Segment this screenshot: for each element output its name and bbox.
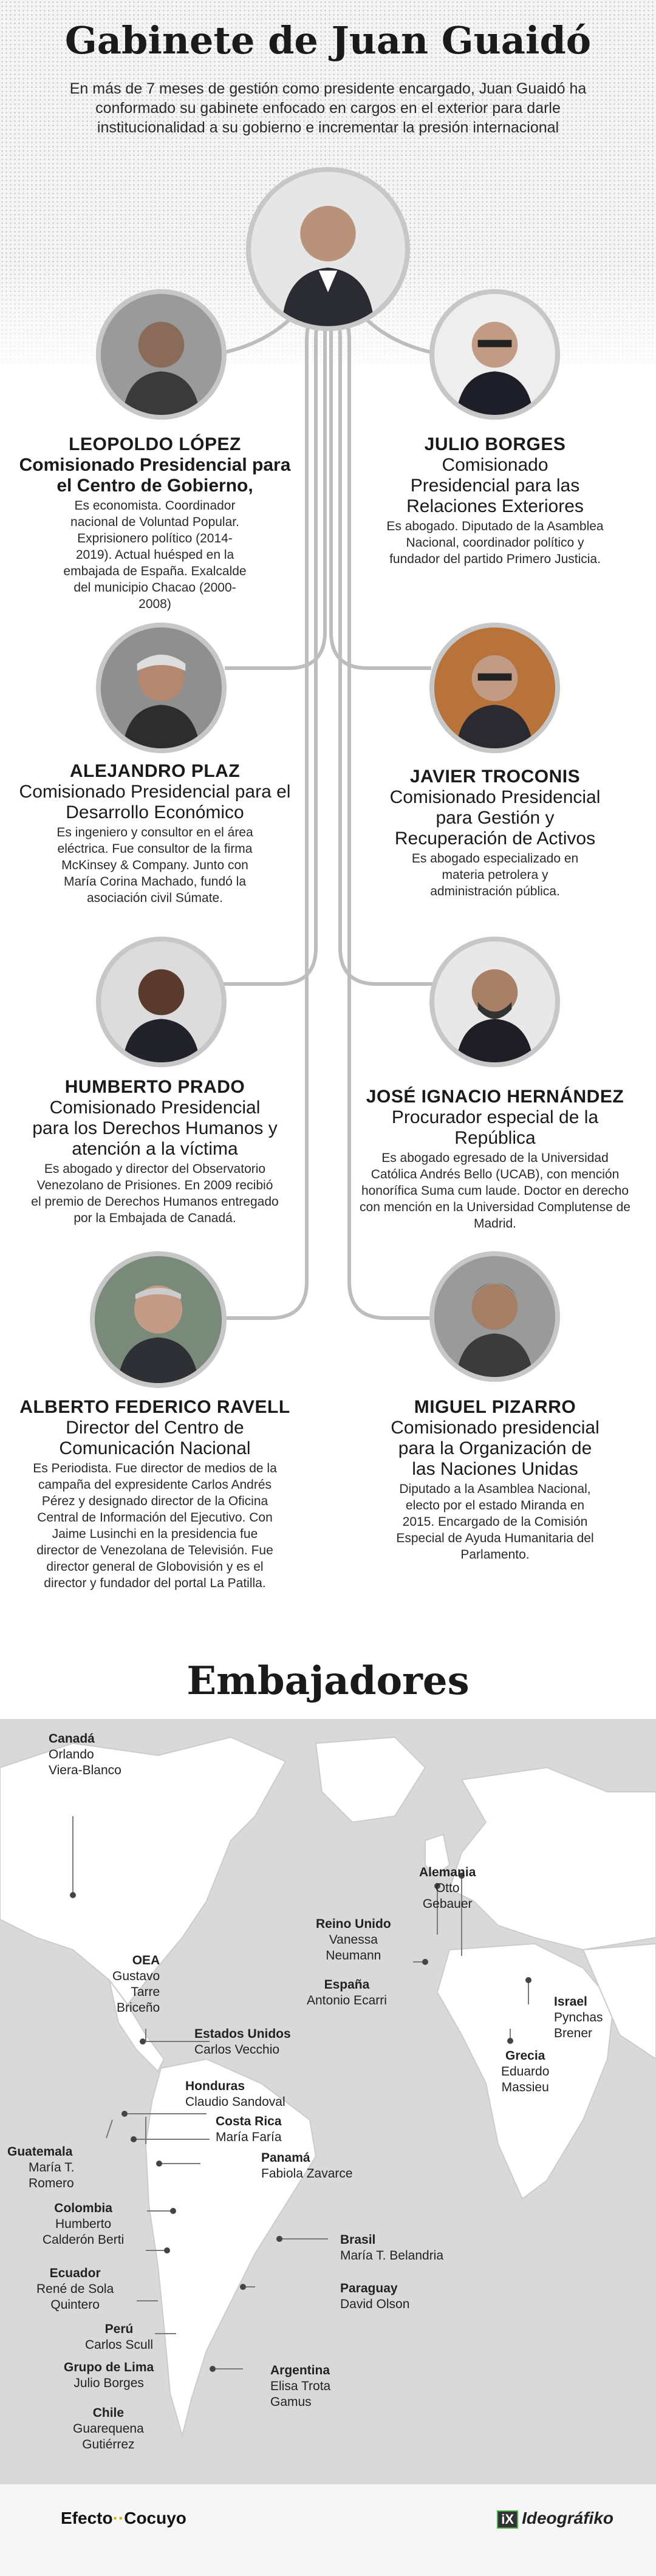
grecia-marker: [507, 2038, 513, 2044]
ambassador-country: Canadá: [49, 1732, 95, 1746]
member-description: Es Periodista. Fue director de medios de la campaña del expresidente Carlos Andrés Pérez y designado director de la Oficina Central de Información del Ejecutivo. Con Jaime Lusinchi en la presidencia fue director de Venezolana de Televisión. Fue director general de Globovisión y es el director y fundador del portal La Patilla.: [33, 1461, 277, 1590]
ambassador-alemania: [419, 1865, 476, 1912]
efecto-cocuyo-logo[interactable]: [61, 2509, 186, 2528]
ambassador-ecuador: [36, 2266, 114, 2313]
ambassador-country: Paraguay: [340, 2281, 398, 2295]
ecuador-marker: [164, 2247, 170, 2253]
member-role: Comisionado Presidencial para el Centro de Gobierno,: [19, 455, 291, 496]
ambassador-country: Alemania: [419, 1865, 476, 1879]
ambassador-oea: [112, 1953, 160, 2016]
colombia-marker: [170, 2208, 176, 2214]
ambassador-country: Grecia: [505, 2049, 545, 2063]
member-description: Es abogado egresado de la Universidad Católica Andrés Bello (UCAB), con mención honorífica Suma cum laude. Doctor en derecho con mención en la Universidad Complutense de Madrid.: [360, 1151, 630, 1231]
ambassador-name: Antonio Ecarri: [307, 1993, 387, 2007]
ambassador-country: Colombia: [54, 2201, 112, 2215]
ambassadors-title: Embajadores: [186, 1658, 470, 1704]
ambassador-name: María Faría: [216, 2130, 282, 2144]
ideografiko-logo[interactable]: [497, 2509, 613, 2529]
footer: [0, 2484, 656, 2576]
ambassador-name: María T. Belandria: [340, 2249, 444, 2263]
portrait-jose-ignacio-hernandez: [429, 937, 560, 1067]
portrait-juan-guaido: [246, 167, 410, 331]
ambassador-colombia: [43, 2201, 124, 2248]
ambassador-country: OEA: [132, 1953, 160, 1967]
ambassador-name: Elisa Trota Gamus: [270, 2379, 331, 2409]
ambassador-espana: [307, 1977, 387, 2009]
ambassador-name: Orlando Viera-Blanco: [49, 1748, 121, 1777]
ideografiko-icon: iX: [497, 2510, 518, 2529]
ambassador-name: Claudio Sandoval: [185, 2095, 285, 2109]
ambassador-name: David Olson: [340, 2297, 410, 2311]
oea-marker: [140, 2038, 146, 2045]
ambassador-name: Pynchas Brener: [554, 2011, 603, 2040]
ambassador-guatemala: [7, 2144, 74, 2192]
member-name: JAVIER TROCONIS: [409, 767, 581, 787]
logo-word-2: Cocuyo: [124, 2509, 186, 2527]
member-description: Es abogado y director del Observatorio Venezolano de Prisiones. En 2009 recibió el premio de Derechos Humanos entregado por la Embajada de Canadá.: [31, 1162, 279, 1225]
member-role: Director del Centro de Comunicación Nacional: [59, 1418, 251, 1458]
honduras-marker: [121, 2111, 128, 2117]
ambassador-name: Fabiola Zavarce: [261, 2167, 353, 2181]
ambassador-reino-unido: [316, 1916, 391, 1964]
ambassador-argentina: [270, 2363, 330, 2410]
world-map: [0, 1719, 656, 2484]
ambassador-chile: [73, 2405, 144, 2453]
member-description: Es economista. Coordinador nacional de Voluntad Popular. Exprisionero político (2014-2019). Actual huésped en la embajada de España. Exalcalde del municipio Chacao (2000-2008): [63, 499, 247, 611]
ambassador-country: Chile: [92, 2406, 125, 2420]
member-name: JOSÉ IGNACIO HERNÁNDEZ: [366, 1087, 624, 1107]
panama-marker: [156, 2161, 162, 2167]
espana-marker: [422, 1959, 428, 1965]
ambassador-grupo-de-lima: [64, 2360, 154, 2391]
ambassador-name: Carlos Scull: [85, 2338, 154, 2352]
cabinet-member-alberto-federico-ravell: [18, 1397, 292, 1591]
logo-word-1: Efecto: [61, 2509, 113, 2527]
portrait-leopoldo-lopez: [96, 289, 227, 420]
member-role: Procurador especial de la República: [391, 1107, 599, 1148]
member-role: Comisionado Presidencial para las Relaciones Exteriores: [406, 455, 584, 516]
portrait-julio-borges: [429, 289, 560, 420]
ambassador-country: Perú: [104, 2322, 134, 2336]
israel-marker: [525, 1977, 531, 1983]
portrait-miguel-pizarro: [429, 1251, 560, 1382]
ambassador-name: Carlos Vecchio: [194, 2043, 280, 2057]
ambassador-peru: [85, 2321, 153, 2353]
member-name: ALEJANDRO PLAZ: [69, 761, 241, 781]
ambassador-name: Vanessa Neumann: [326, 1933, 381, 1963]
portrait-humberto-prado: [96, 937, 227, 1067]
ambassador-name: René de Sola Quintero: [36, 2282, 114, 2312]
portrait-alejandro-plaz: [96, 623, 227, 753]
ambassador-country: Guatemala: [7, 2145, 73, 2159]
member-description: Es abogado. Diputado de la Asamblea Nacional, coordinador político y fundador del partido Primero Justicia.: [386, 519, 604, 566]
member-description: Es ingeniero y consultor en el área eléctrica. Fue consultor de la firma McKinsey & Company. Junto con María Corina Machado, fundó la asociación civil Súmate.: [56, 825, 253, 905]
argentina-marker: [210, 2366, 216, 2372]
portrait-alberto-federico-ravell: [90, 1251, 227, 1388]
ambassador-name: Humberto Calderón Berti: [43, 2217, 125, 2247]
ambassador-canada: [49, 1731, 121, 1778]
member-role: Comisionado presidencial para la Organización de las Naciones Unidas: [391, 1418, 600, 1479]
page-title: Gabinete de Juan Guaidó: [64, 18, 592, 63]
ambassador-country: Ecuador: [49, 2266, 101, 2280]
costa-rica-marker: [131, 2136, 137, 2142]
ambassador-country: España: [324, 1978, 370, 1992]
ambassador-country: Estados Unidos: [194, 2027, 291, 2041]
ambassador-costa-rica: [216, 2114, 282, 2145]
ambassador-brasil: [340, 2232, 443, 2264]
member-role: Comisionado Presidencial para Gestión y Recuperación de Activos: [389, 787, 601, 849]
ambassador-name: María T. Romero: [29, 2161, 75, 2190]
ambassador-country: Panamá: [261, 2151, 310, 2165]
cabinet-member-humberto-prado: [18, 1077, 292, 1226]
paraguay-marker: [240, 2284, 246, 2290]
ambassador-name: Gustavo Tarre Briceño: [112, 1969, 160, 2015]
ambassador-country: Grupo de Lima: [64, 2360, 154, 2374]
ambassador-name: Guarequena Gutiérrez: [73, 2422, 144, 2451]
person-silhouette-icon: [251, 172, 405, 326]
member-description: Diputado a la Asamblea Nacional, electo por el estado Miranda en 2015. Encargado de la Comisión Especial de Ayuda Humanitaria del Parlamento.: [396, 1482, 594, 1562]
ambassador-grecia: [501, 2048, 549, 2096]
ideografiko-text: Ideográfiko: [522, 2509, 613, 2527]
ambassador-country: Reino Unido: [316, 1917, 391, 1931]
member-name: HUMBERTO PRADO: [64, 1077, 245, 1097]
cabinet-member-miguel-pizarro: [358, 1397, 632, 1563]
ambassador-name: Julio Borges: [73, 2376, 144, 2390]
ambassador-country: Brasil: [340, 2233, 376, 2247]
brasil-marker: [276, 2236, 282, 2242]
cabinet-member-alejandro-plaz: [18, 761, 292, 906]
ambassador-name: Otto Gebauer: [422, 1881, 473, 1911]
ambassador-country: Costa Rica: [216, 2114, 282, 2128]
member-role: Comisionado Presidencial para el Desarrollo Económico: [19, 782, 291, 822]
page-subtitle: En más de 7 meses de gestión como presidente encargado, Juan Guaidó ha conformado su gabinete enfocado en cargos en el exterior para darle institucionalidad a su gobierno e incrementar la presión internacional: [69, 80, 587, 136]
ambassador-honduras: [185, 2079, 285, 2110]
member-name: ALBERTO FEDERICO RAVELL: [19, 1397, 290, 1417]
member-role: Comisionado Presidencial para los Derechos Humanos y atención a la víctima: [32, 1098, 278, 1159]
ambassador-country: Israel: [554, 1995, 587, 2009]
ambassador-name: Eduardo Massieu: [501, 2065, 550, 2094]
cabinet-member-javier-troconis: [358, 767, 632, 900]
ambassador-country: Honduras: [185, 2079, 245, 2093]
member-name: LEOPOLDO LÓPEZ: [69, 434, 241, 454]
logo-dots: ··: [112, 2509, 125, 2527]
ambassador-estados-unidos: [194, 2026, 291, 2058]
member-name: JULIO BORGES: [424, 434, 566, 454]
cabinet-member-jose-ignacio-hernandez: [352, 1087, 638, 1232]
ambassador-paraguay: [340, 2281, 409, 2312]
ambassador-country: Argentina: [270, 2363, 330, 2377]
ambassador-israel: [554, 1994, 603, 2041]
cabinet-member-julio-borges: [358, 434, 632, 567]
portrait-javier-troconis: [429, 623, 560, 753]
cabinet-member-leopoldo-lopez: [18, 434, 292, 612]
canada-marker: [70, 1892, 76, 1898]
member-description: Es abogado especializado en materia petrolera y administración pública.: [411, 852, 579, 898]
member-name: MIGUEL PIZARRO: [414, 1397, 576, 1417]
ambassador-panama: [261, 2150, 353, 2182]
